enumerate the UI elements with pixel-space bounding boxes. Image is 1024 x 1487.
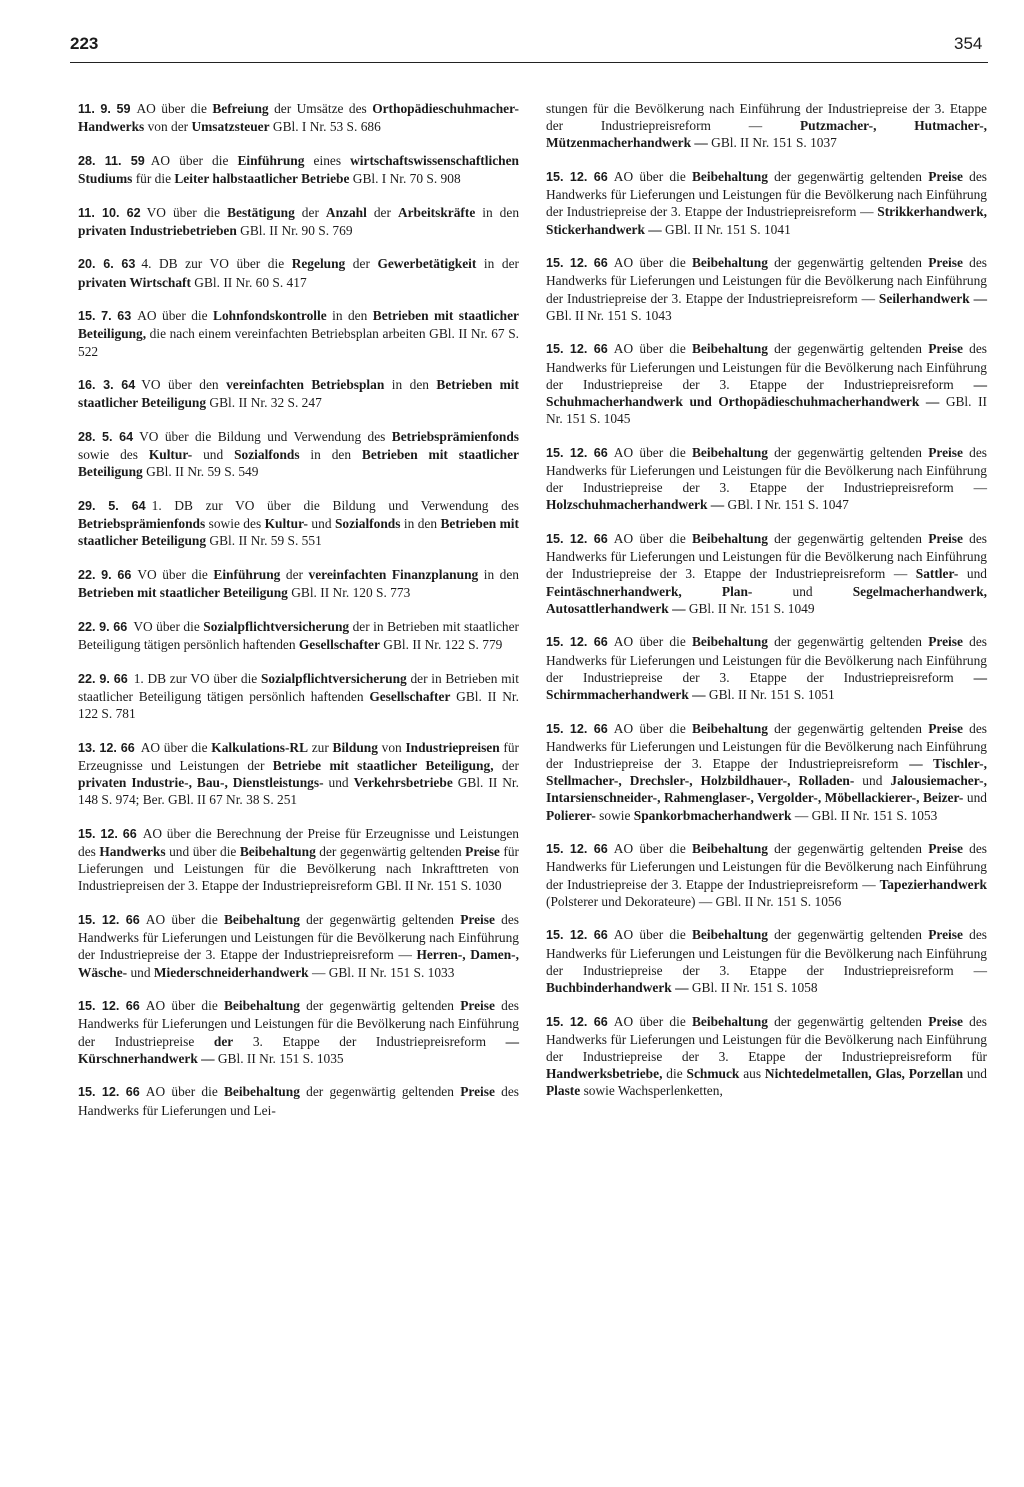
entry-text: des Handwerks für Lieferungen und Leistungen für die Bevölkerung nach Einführung der Industriepreise der 3. Etappe der Industriepreisreform für [546, 1013, 987, 1065]
entry-text: VO über die [137, 566, 214, 582]
entry-keyword: Regelung [291, 256, 346, 272]
entry-keyword: Sozialpflichtversicherung [203, 618, 350, 634]
register-entry [546, 720, 987, 824]
entry-date: 28. 5. 64 [78, 429, 134, 444]
header-rule [70, 62, 988, 63]
entry-text: der gegenwärtig geltenden [767, 531, 929, 547]
entry-text: GBl. II Nr. 151 S. 1045 [546, 394, 987, 427]
entry-text: GBl. II Nr. 120 S. 773 [287, 585, 411, 601]
entry-keyword: Lohnfondskontrolle [213, 308, 327, 324]
register-entry [546, 633, 987, 703]
register-entry [546, 1013, 987, 1100]
entry-keyword: Sozialpflichtversicherung [260, 670, 407, 686]
entry-keyword: Bestätigung [227, 204, 295, 220]
entry-text: GBl. II Nr. 122 S. 781 [78, 688, 520, 721]
entry-text: GBl. II Nr. 148 S. 974; Ber. GBl. II 67 Nr. 38 S. 251 [78, 774, 520, 808]
entry-date: 11. 10. 62 [78, 205, 141, 220]
entry-keyword: Sattler- [915, 566, 959, 582]
entry-keyword: — Tischler-, Stellmacher-, Drechsler-, Holzbildhauer-, Rolladen- [546, 756, 987, 789]
entry-text: des Handwerks für Lieferungen und Leistungen für die Bevölkerung nach Einführung der Industriepreise der 3. Etappe der Industriepreisreform — [546, 444, 987, 496]
entry-text: der [280, 566, 309, 582]
entry-keyword: — Schirmmacherhandwerk — [546, 669, 987, 703]
entry-text: VO über die [146, 204, 228, 220]
entry-keyword: Preise [928, 255, 963, 271]
entry-keyword: Preise [928, 634, 963, 650]
entry-text: sowie des [78, 447, 149, 463]
entry-date: 29. 5. 64 [78, 498, 146, 513]
entry-text: und [127, 964, 154, 980]
entry-keyword: Beibehaltung [692, 531, 768, 547]
entry-text: AO über die [137, 308, 214, 324]
entry-text: AO über die [613, 169, 692, 184]
entry-keyword: Betrieben mit staatlicher Beteiligung, [78, 308, 520, 342]
entry-text: in den [326, 308, 373, 324]
entry-text: für die [132, 171, 175, 186]
entry-keyword: Sozialfonds [234, 447, 300, 463]
entry-text: in den [299, 447, 362, 463]
entry-date: 15. 12. 66 [546, 532, 608, 547]
entry-date: 15. 12. 66 [546, 635, 608, 650]
entry-keyword: — Kürschnerhandwerk — [78, 1033, 519, 1066]
entry-text: GBl. II Nr. 32 S. 247 [206, 395, 322, 411]
entry-keyword: Anzahl [325, 204, 367, 220]
entry-text: AO über die [613, 927, 692, 943]
entry-text: der gegenwärtig geltenden [767, 444, 929, 460]
entry-text: der in Betrieben mit staatlicher Beteiligung tätigen persönlich haftenden [78, 670, 519, 704]
entry-text: VO über die Bildung und Verwendung des [139, 428, 392, 444]
entry-keyword: Beibehaltung [692, 255, 768, 271]
entry-text: der gegenwärtig geltenden [315, 843, 466, 859]
entry-text: GBl. II Nr. 151 S. 1037 [707, 135, 837, 151]
entry-date: 15. 12. 66 [78, 999, 140, 1014]
entry-text: des Handwerks für Lieferungen und Leistungen für die Bevölkerung nach Einführung der Industriepreise der 3. Etappe der Industriepreisreform — [546, 531, 987, 582]
page-number-left: 223 [70, 34, 99, 53]
entry-text: VO über den [141, 377, 227, 393]
entry-text: AO über die [145, 998, 224, 1014]
entry-keyword: Kultur- [264, 516, 308, 532]
entry-text: AO über die [136, 101, 213, 116]
entry-keyword: Betrieben mit staatlicher Beteiligung [78, 516, 519, 549]
entry-keyword: Beibehaltung [692, 341, 768, 357]
entry-text: GBl. II Nr. 90 S. 769 [236, 222, 353, 238]
register-entry [78, 497, 519, 550]
register-entry [78, 1083, 519, 1118]
entry-date: 15. 12. 66 [546, 342, 608, 357]
entry-text: und über die [165, 843, 240, 859]
register-entry [78, 566, 519, 601]
entry-date: 28. 11. 59 [78, 153, 145, 168]
entry-keyword: Betrieben mit staatlicher Beteiligung [78, 377, 519, 411]
entry-text: in den [400, 516, 441, 532]
entry-keyword: Beibehaltung [692, 634, 768, 650]
entry-text: in den [475, 204, 520, 220]
entry-keyword: Beibehaltung [224, 1084, 300, 1100]
entry-keyword: Seilerhandwerk — [878, 290, 987, 306]
entry-keyword: Beibehaltung [692, 841, 768, 857]
register-entry [78, 997, 519, 1067]
entry-keyword: Spankorbmacherhandwerk [633, 807, 792, 823]
register-entry [78, 204, 519, 239]
entry-keyword: Beibehaltung [224, 911, 300, 927]
register-entry [78, 376, 519, 411]
entry-keyword: Preise [928, 720, 963, 736]
entry-text: sowie Wachsperlenketten, [580, 1083, 723, 1099]
entry-keyword: Schmuck [686, 1066, 740, 1082]
page-number-right: 354 [954, 34, 983, 53]
entry-text: des Handwerks für Lieferungen und Leistungen für die Bevölkerung nach Einführung der Industriepreise der 3. Etappe der Industriepreisreform [546, 634, 987, 685]
entry-text: VO über die [133, 618, 204, 634]
entry-keyword: Preise [928, 531, 963, 547]
entry-text: der gegenwärtig geltenden [767, 634, 929, 650]
entry-text: und [752, 583, 853, 599]
entry-text: der gegenwärtig geltenden [767, 927, 929, 943]
register-entry [546, 444, 987, 514]
entry-keyword: Betriebsprämienfonds [391, 428, 519, 444]
entry-text: sowie [595, 807, 634, 823]
entry-text: des Handwerks für Lieferungen und Lei- [78, 1084, 519, 1118]
entry-text: eines [304, 152, 351, 168]
register-entry [78, 255, 519, 290]
entry-date: 15. 12. 66 [546, 1014, 608, 1029]
entry-keyword: Tapezierhandwerk [879, 876, 987, 892]
entry-keyword: privaten Industriebetrieben [78, 222, 237, 238]
entry-text: AO über die [613, 341, 692, 357]
register-entry [546, 168, 987, 238]
entry-keyword: Leiter halbstaatlicher Betriebe [174, 171, 350, 186]
entry-text: AO über die [140, 739, 212, 755]
entry-date: 15. 12. 66 [546, 842, 608, 857]
entry-text: — GBl. II Nr. 151 S. 1033 [308, 964, 455, 980]
entry-keyword: Betriebsprämienfonds [78, 516, 206, 532]
entry-text: für Lieferungen und Leistungen für die Bevölkerung nach Inkrafttreten von Industriepreisen der 3. Etappe der Industriepreisreform GBl. II Nr. 151 S. 1030 [78, 843, 519, 894]
entry-date: 15. 12. 66 [78, 912, 140, 927]
entry-text: stungen für die Bevölkerung nach Einführung der Industriepreise der 3. Etappe der Industriepreisreform — [546, 101, 987, 134]
entry-keyword: Beibehaltung [692, 169, 768, 184]
entry-text: des Handwerks für Lieferungen und Leistungen für die Bevölkerung nach Einführung der Industriepreise der 3. Etappe der Industriepreisreform — [546, 841, 987, 892]
entry-keyword: Bildung [332, 739, 378, 755]
entry-keyword: Handwerks [99, 843, 166, 859]
entry-text: der gegenwärtig geltenden [767, 841, 929, 857]
entry-keyword: Preise [460, 998, 495, 1014]
entry-keyword: Beibehaltung [692, 927, 768, 943]
entry-text: die [662, 1066, 687, 1082]
entry-text: aus [739, 1066, 765, 1082]
entry-keyword: Putzmacher-, Hutmacher-, Mützenmacherhandwerk — [546, 118, 987, 151]
entry-text: der gegenwärtig geltenden [299, 1084, 461, 1100]
entry-text: sowie des [205, 516, 265, 532]
entry-keyword: Handwerksbetriebe, [546, 1066, 663, 1082]
entry-keyword: Preise [928, 841, 963, 857]
entry-text: GBl. II Nr. 151 S. 1049 [685, 600, 815, 616]
entry-keyword: wirtschaftswissenschaftlichen Studiums [78, 152, 519, 186]
entry-text: der gegenwärtig geltenden [299, 911, 461, 927]
entry-text: und [963, 1066, 987, 1082]
entry-keyword: vereinfachten Betriebsplan [226, 377, 385, 393]
entry-keyword: Strikkerhandwerk, Stickerhandwerk — [546, 204, 987, 237]
entry-text: GBl. I Nr. 53 S. 686 [269, 119, 381, 135]
entry-text: und [323, 774, 354, 790]
entry-keyword: vereinfachten Finanzplanung [308, 566, 479, 582]
entry-text: der gegenwärtig geltenden [767, 341, 929, 357]
entry-keyword: Preise [928, 927, 963, 943]
entry-keyword: Kalkulations-RL [211, 739, 309, 755]
entry-text: in der [476, 256, 519, 272]
entry-keyword: Polierer- [546, 807, 596, 823]
entry-text: GBl. II Nr. 151 S. 1041 [661, 221, 791, 237]
entry-text: GBl. II Nr. 151 S. 1035 [214, 1050, 344, 1066]
entry-text: 3. Etappe der Industriepreisreform [233, 1033, 506, 1049]
entry-date: 15. 12. 66 [546, 928, 608, 943]
entry-text: des Handwerks für Lieferungen und Leistungen für die Bevölkerung nach Einführung der Industriepreise der 3. Etappe der Industriepreisreform [546, 720, 987, 772]
entry-text: der [345, 256, 378, 272]
entry-text: und [958, 566, 988, 582]
entry-text: (Polsterer und Dekorateure) — GBl. II Nr. 151 S. 1056 [546, 893, 842, 909]
entry-keyword: Holzschuhmacherhandwerk — [546, 497, 725, 513]
entry-text: der Umsätze des [268, 101, 373, 116]
entry-keyword: Beibehaltung [692, 1013, 768, 1029]
entry-text: der in Betrieben mit staatlicher Beteiligung tätigen persönlich haftenden [78, 618, 519, 652]
register-entry [546, 840, 987, 910]
entry-keyword: Miederschneiderhandwerk [153, 964, 309, 980]
register-entry [546, 100, 987, 152]
entry-date: 16. 3. 64 [78, 378, 136, 393]
entry-keyword: Preise [460, 1084, 495, 1100]
entry-text: der [294, 204, 326, 220]
register-entry [78, 100, 519, 135]
entry-text: GBl. II Nr. 122 S. 779 [379, 636, 503, 652]
entry-text: AO über die [145, 1084, 224, 1100]
register-entry [546, 926, 987, 996]
entry-keyword: Nichtedelmetallen, Glas, Porzellan [764, 1066, 964, 1082]
entry-date: 15. 12. 66 [546, 256, 608, 271]
entry-keyword: Sozialfonds [334, 516, 401, 532]
entry-keyword: Kultur- [148, 447, 193, 463]
register-entry [78, 670, 519, 723]
left-column [78, 100, 519, 1135]
entry-keyword: — Schuhmacherhandwerk und Orthopädieschuhmacherhandwerk — [546, 376, 987, 410]
entry-date: 15. 12. 66 [546, 445, 608, 460]
entry-text: des Handwerks für Lieferungen und Leistungen für die Bevölkerung nach Einführung der Industriepreise [78, 998, 519, 1049]
entry-text: des Handwerks für Lieferungen und Leistungen für die Bevölkerung nach Einführung der Industriepreise der 3. Etappe der Industriepreisreform [546, 341, 987, 392]
entry-text: GBl. I Nr. 70 S. 908 [349, 171, 461, 186]
register-entry [78, 825, 519, 895]
register-entry [78, 911, 519, 981]
entry-text: von [377, 739, 406, 755]
entry-keyword: Befreiung [212, 101, 269, 116]
entry-text: 1. DB zur VO über die [133, 670, 261, 686]
entry-text: GBl. I Nr. 151 S. 1047 [724, 497, 849, 513]
entry-text: GBl. II Nr. 151 S. 1058 [688, 980, 818, 996]
entry-keyword: Preise [460, 911, 495, 927]
entry-date: 22. 9. 66 [78, 567, 132, 582]
entry-keyword: Beibehaltung [224, 998, 300, 1014]
entry-keyword: Einführung [237, 152, 305, 168]
entry-date: 15. 12. 66 [546, 170, 608, 184]
register-entry [78, 739, 519, 809]
entry-keyword: Industriepreisen [405, 739, 500, 755]
entry-keyword: Beibehaltung [692, 444, 768, 460]
register-entry [546, 530, 987, 617]
register-entry [78, 152, 519, 187]
entry-text: des Handwerks für Lieferungen und Leistungen für die Bevölkerung nach Einführung der Industriepreise der 3. Etappe der Industriepreisreform — [78, 911, 519, 963]
entry-keyword: Umsatzsteuer [191, 119, 270, 135]
entry-keyword: der [213, 1033, 234, 1049]
entry-keyword: Betriebe mit staatlicher Beteiligung, [272, 757, 494, 773]
entry-date: 20. 6. 63 [78, 257, 136, 272]
entry-text: AO über die [613, 1013, 692, 1029]
entry-keyword: Gesellschafter [298, 636, 380, 652]
entry-keyword: Beibehaltung [692, 720, 768, 736]
entry-date: 13. 12. 66 [78, 740, 135, 755]
entry-text: für Erzeugnisse und Leistungen der [78, 739, 519, 773]
entry-keyword: Buchbinderhandwerk — [546, 980, 689, 996]
entry-date: 15. 7. 63 [78, 309, 132, 324]
right-column [546, 100, 987, 1116]
entry-text: AO über die [150, 152, 238, 168]
entry-text: GBl. II Nr. 59 S. 549 [142, 464, 259, 480]
entry-text: in den [384, 377, 437, 393]
entry-text: GBl. II Nr. 59 S. 551 [206, 533, 322, 549]
entry-keyword: Gewerbetätigkeit [377, 256, 477, 272]
register-entry [78, 307, 519, 360]
entry-text: AO über die [613, 444, 692, 460]
entry-text: AO über die Berechnung der Preise für Erzeugnisse und Leistungen des [78, 825, 519, 859]
entry-keyword: Orthopädieschuhmacher-Handwerks [78, 101, 519, 135]
entry-text: AO über die [613, 720, 692, 736]
entry-keyword: Preise [928, 341, 963, 357]
register-entry [546, 340, 987, 427]
entry-keyword: Betrieben mit staatlicher Beteiligung [78, 447, 519, 480]
entry-text: der gegenwärtig geltenden [767, 255, 929, 271]
entry-text: des Handwerks für Lieferungen und Leistungen für die Bevölkerung nach Einführung der Industriepreise der 3. Etappe der Industriepreisreform — [546, 927, 987, 978]
entry-text: von der [144, 119, 192, 135]
entry-text: der [366, 204, 398, 220]
entry-text: in den [478, 566, 519, 582]
entry-date: 15. 12. 66 [78, 826, 137, 841]
entry-keyword: Preise [465, 843, 500, 859]
entry-keyword: Feintäschnerhandwerk, Plan- [546, 583, 753, 599]
entry-text: AO über die [145, 911, 224, 927]
entry-date: 11. 9. 59 [78, 102, 131, 116]
entry-keyword: Einführung [213, 566, 281, 582]
entry-text: GBl. II Nr. 151 S. 1051 [705, 687, 835, 703]
entry-text: GBl. II Nr. 60 S. 417 [190, 274, 307, 290]
entry-text: die nach einem vereinfachten Betriebsplan arbeiten GBl. II Nr. 67 S. 522 [78, 326, 519, 359]
register-entry [78, 428, 519, 481]
entry-text: und [192, 447, 235, 463]
entry-keyword: Beibehaltung [239, 843, 316, 859]
entry-keyword: Jalousiemacher-, Intarsienschneider-, Rahmenglaser-, Vergolder-, Möbellackierer-, Beizer- [546, 773, 987, 806]
entry-text: und [963, 790, 988, 806]
entry-date: 15. 12. 66 [546, 721, 608, 736]
register-entry [546, 254, 987, 324]
register-entry [78, 618, 519, 653]
entry-keyword: Preise [928, 169, 963, 184]
entry-date: 22. 9. 66 [78, 671, 128, 686]
entry-text: 4. DB zur VO über die [141, 256, 292, 272]
entry-text: der gegenwärtig geltenden [767, 1013, 929, 1029]
entry-keyword: privaten Industrie-, Bau-, Dienstleistungs- [78, 774, 324, 790]
entry-text: und [308, 516, 335, 532]
entry-keyword: Betrieben mit staatlicher Beteiligung [78, 585, 288, 601]
entry-text: und [854, 773, 891, 789]
entry-keyword: Preise [928, 1013, 963, 1029]
entry-date: 22. 9. 66 [78, 619, 128, 634]
entry-date: 15. 12. 66 [78, 1085, 140, 1100]
entry-text: des Handwerks für Lieferungen und Leistungen für die Bevölkerung nach Einführung der Industriepreise der 3. Etappe der Industriepreisreform — [546, 169, 987, 220]
entry-text: der gegenwärtig geltenden [299, 998, 461, 1014]
entry-text: zur [308, 739, 333, 755]
entry-text: AO über die [613, 531, 692, 547]
entry-text: des Handwerks für Lieferungen und Leistungen für die Bevölkerung nach Einführung der Industriepreise der 3. Etappe der Industriepreisreform — [546, 255, 987, 306]
entry-keyword: Arbeitskräfte [397, 204, 476, 220]
entry-text: AO über die [613, 841, 692, 857]
entry-keyword: Preise [928, 444, 963, 460]
entry-text: AO über die [613, 255, 692, 271]
entry-text: der gegenwärtig geltenden [767, 169, 929, 184]
entry-keyword: Verkehrsbetriebe [353, 774, 453, 790]
entry-keyword: privaten Wirtschaft [78, 274, 191, 290]
entry-text: 1. DB zur VO über die Bildung und Verwendung des [151, 497, 519, 513]
entry-keyword: Gesellschafter [369, 688, 451, 704]
entry-text: — GBl. II Nr. 151 S. 1053 [791, 807, 938, 823]
entry-keyword: Plaste [546, 1083, 581, 1099]
entry-text: AO über die [613, 634, 692, 650]
entry-text: der gegenwärtig geltenden [767, 720, 929, 736]
entry-keyword: Segelmacherhandwerk, Autosattlerhandwerk — [546, 583, 987, 616]
entry-keyword: Herren-, Damen-, Wäsche- [78, 947, 519, 980]
entry-text: GBl. II Nr. 151 S. 1043 [546, 307, 672, 323]
entry-text: der [493, 757, 519, 773]
